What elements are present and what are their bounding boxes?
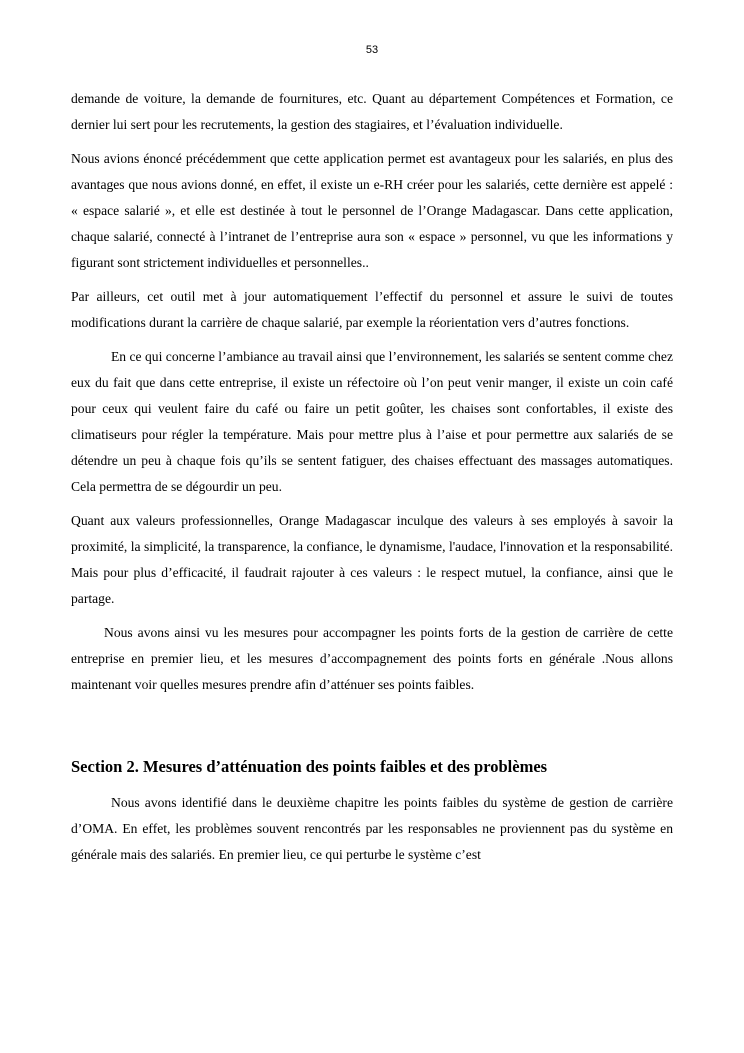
paragraph-weak-points: Nous avons identifié dans le deuxième chapitre les points faibles du système de gestion de carrière d’OMA. En effet, les problèmes souvent rencontrés par les responsables ne proviennent pas du système en générale mais des salariés. En premier lieu, ce qui perturbe le système c’est bbox=[71, 795, 673, 862]
paragraph-staff-tracking: Par ailleurs, cet outil met à jour automatiquement l’effectif du personnel et assure le suivi de toutes modifications durant la carrière de chaque salarié, par exemple la réorientation vers d’autres fonctions. bbox=[71, 289, 673, 330]
paragraph-transition: Nous avons ainsi vu les mesures pour accompagner les points forts de la gestion de carrière de cette entreprise en premier lieu, et les mesures d’accompagnement des points forts en générale .Nous allons maintenant voir quelles mesures prendre afin d’atténuer ses points faibles. bbox=[71, 625, 673, 692]
section-heading: Section 2. Mesures d’atténuation des points faibles et des problèmes bbox=[71, 757, 548, 776]
paragraph-espace-salarie: Nous avions énoncé précédemment que cette application permet est avantageux pour les salariés, en plus des avantages que nous avions donné, en effet, il existe un e-RH créer pour les salariés, cette dernière est appelé : « espace salarié », et elle est destinée à tout le personnel de l’Orange Madagascar. Dans cette application, chaque salarié, connecté à l’intranet de l’entreprise aura son « espace » personnel, vu que les informations y figurant sont strictement individuelles et personnelles.. bbox=[71, 151, 673, 270]
paragraph-vehicle-requests: demande de voiture, la demande de fournitures, etc. Quant au département Compétences et Formation, ce dernier lui sert pour les recrutements, la gestion des stagiaires, et l’évaluation individuelle. bbox=[71, 91, 673, 132]
paragraph-work-environment: En ce qui concerne l’ambiance au travail ainsi que l’environnement, les salariés se sentent comme chez eux du fait que dans cette entreprise, il existe un réfectoire où l’on peut venir manger, il existe un coin café pour ceux qui veulent faire du café ou faire un petit goûter, les chaises sont confortables, il existe des climatiseurs pour régler la température. Mais pour mettre plus à l’aise et pour permettre aux salariés de se détendre un peu à chaque fois qu’ils se sentent fatiguer, des chaises effectuant des massages automatiques. Cela permettra de se dégourdir un peu. bbox=[71, 349, 673, 494]
paragraph-professional-values: Quant aux valeurs professionnelles, Orange Madagascar inculque des valeurs à ses employés à savoir la proximité, la simplicité, la transparence, la confiance, le dynamisme, l'audace, l'innovation et la responsabilité. Mais pour plus d’efficacité, il faudrait rajouter à ces valeurs : le respect mutuel, la confiance, ainsi que le partage. bbox=[71, 513, 673, 606]
page-number: 53 bbox=[365, 44, 379, 56]
document-body bbox=[71, 86, 673, 876]
